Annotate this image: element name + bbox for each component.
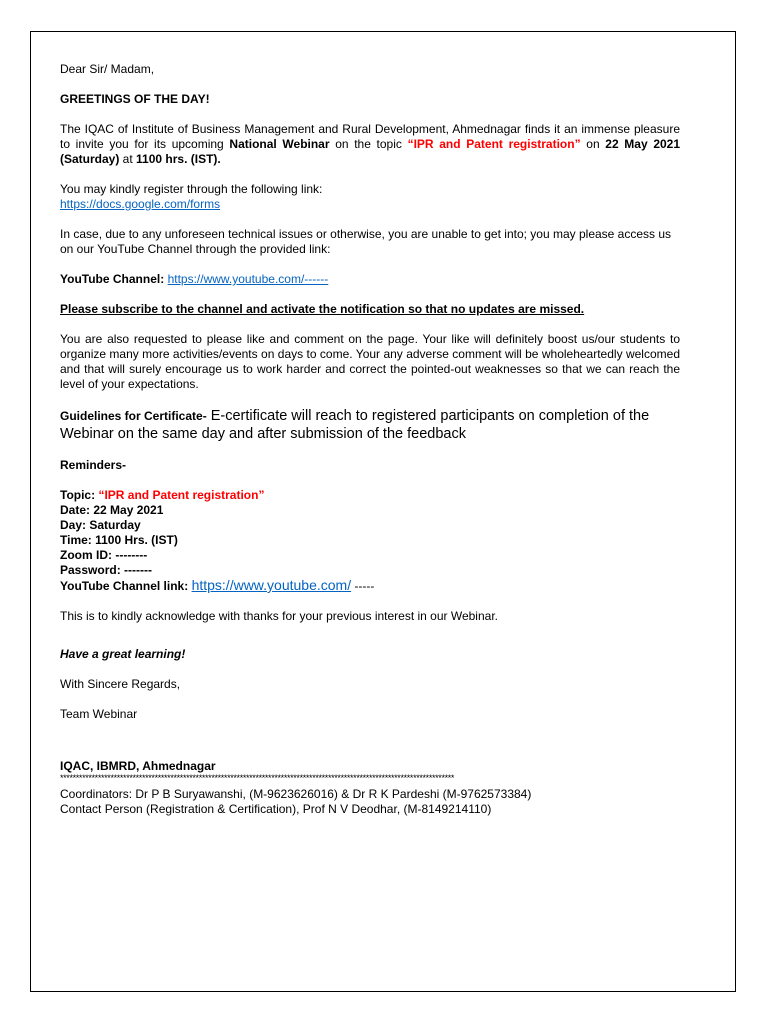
- coordinators-line: Coordinators: Dr P B Suryawanshi, (M-9623626016) & Dr R K Pardeshi (M-9762573384): [60, 787, 532, 801]
- youtube-line: [60, 272, 680, 287]
- intro-topic: “IPR and Patent registration”: [407, 137, 581, 151]
- request-paragraph: You are also requested to please like and comment on the page. Your like will definitely boost us/our students to organize many more activities/events on days to come. Your any adverse comment will be wholeheartedly welcomed and that will surely encourage us to work harder and correct the pointed-out weaknesses so that we can reach the level of your expectations.: [60, 332, 680, 391]
- team-line: Team Webinar: [60, 707, 138, 721]
- intro-webinar: National Webinar: [229, 137, 330, 151]
- guidelines-text: E-certificate will reach to registered participants on completion of the Webinar on the same day and after submission of the feedback: [60, 408, 650, 442]
- youtube-label: YouTube Channel:: [60, 272, 165, 286]
- intro-date: 22 May 2021 (Saturday): [60, 137, 681, 166]
- intro-text-4: at: [119, 152, 137, 166]
- reminder-youtube-suffix: -----: [351, 579, 375, 593]
- reminder-youtube-link[interactable]: https://www.youtube.com/: [191, 577, 352, 593]
- intro-time: 1100 hrs. (IST).: [136, 152, 221, 166]
- stars-divider: *****************************************************************************************************************************: [60, 774, 455, 783]
- intro-text-3: on: [580, 137, 606, 151]
- reminder-topic: [60, 488, 680, 503]
- intro-text-2: on the topic: [329, 137, 408, 151]
- reminder-password: Password: -------: [60, 563, 152, 577]
- intro-paragraph: [60, 122, 680, 167]
- reminder-date: Date: 22 May 2021: [60, 503, 164, 517]
- fallback-text: In case, due to any unforeseen technical issues or otherwise, you are unable to get into; you may please access us on our YouTube Channel through the provided link:: [60, 227, 672, 256]
- reminder-topic-value: “IPR and Patent registration”: [98, 488, 265, 502]
- youtube-link[interactable]: https://www.youtube.com/------: [167, 272, 329, 286]
- guidelines-label: Guidelines for Certificate-: [60, 409, 207, 423]
- guidelines-paragraph: [60, 407, 680, 443]
- learning-line: Have a great learning!: [60, 647, 186, 661]
- acknowledge-text: This is to kindly acknowledge with thanks for your previous interest in our Webinar.: [60, 609, 498, 623]
- reminder-youtube: [60, 578, 680, 594]
- greeting-heading: GREETINGS OF THE DAY!: [60, 92, 210, 106]
- register-link[interactable]: https://docs.google.com/forms: [60, 197, 221, 211]
- letter-body: [60, 62, 680, 817]
- reminder-time: Time: 1100 Hrs. (IST): [60, 533, 178, 547]
- intro-text: The IQAC of Institute of Business Management and Rural Development, Ahmednagar finds it an immense pleasure to invite you for its upcoming: [60, 122, 680, 151]
- reminder-topic-label: Topic:: [60, 488, 99, 502]
- organization-name: IQAC, IBMRD, Ahmednagar: [60, 759, 216, 773]
- regards-line: With Sincere Regards,: [60, 677, 181, 691]
- register-text: You may kindly register through the following link:: [60, 182, 323, 196]
- reminder-zoom: Zoom ID: --------: [60, 548, 148, 562]
- reminder-day: Day: Saturday: [60, 518, 141, 532]
- salutation: Dear Sir/ Madam,: [60, 62, 155, 76]
- reminders-title: Reminders-: [60, 458, 127, 472]
- subscribe-notice: Please subscribe to the channel and activate the notification so that no updates are missed.: [60, 302, 585, 316]
- contact-line: Contact Person (Registration & Certification), Prof N V Deodhar, (M-8149214110): [60, 802, 492, 816]
- reminder-youtube-label: YouTube Channel link:: [60, 579, 192, 593]
